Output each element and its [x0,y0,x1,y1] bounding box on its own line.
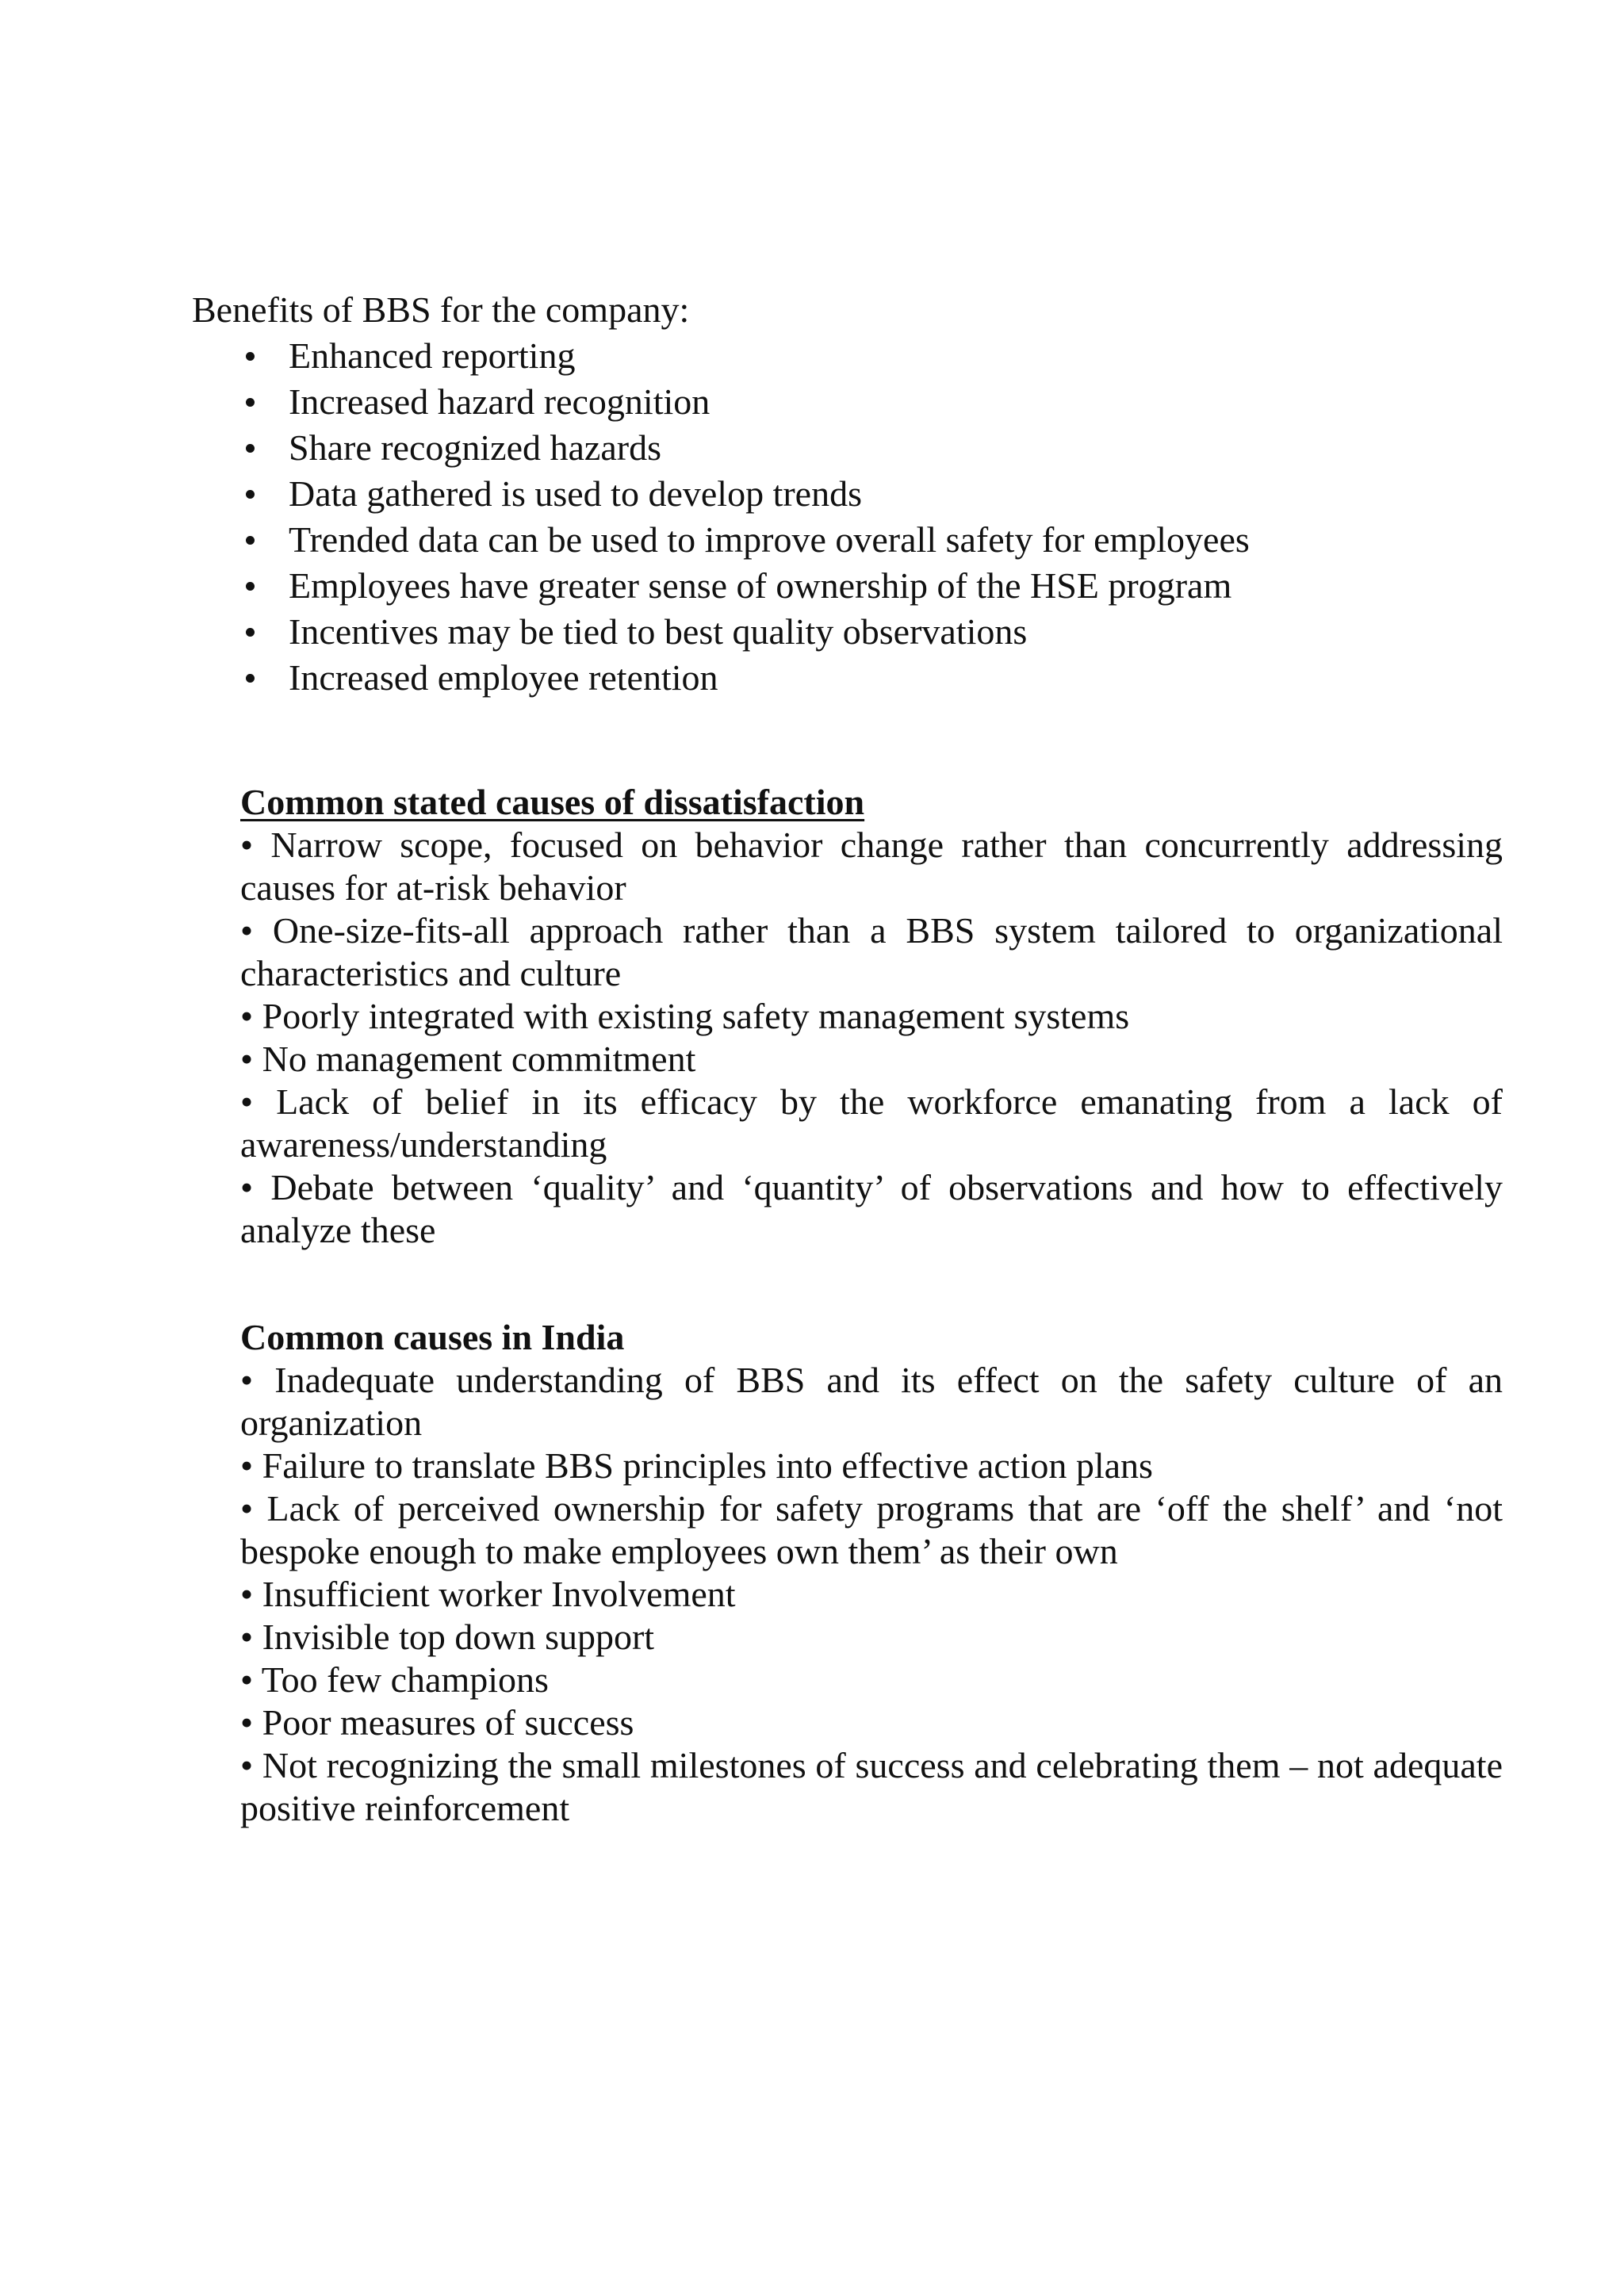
list-item: Employees have greater sense of ownership of the HSE program [192,563,1500,609]
india-section [240,1316,1503,1830]
paragraph: • Lack of perceived ownership for safety programs that are ‘off the shelf’ and ‘not bespoke enough to make employees own them’ as their own [240,1488,1503,1571]
paragraph: • One-size-fits-all approach rather than a BBS system tailored to organizational characteristics and culture [240,910,1503,993]
paragraph: • Insufficient worker Involvement [240,1574,736,1614]
bullet-icon [246,674,255,683]
bullet-icon [246,398,255,407]
benefits-list [192,333,1500,701]
list-item: Incentives may be tied to best quality observations [192,609,1500,655]
paragraph: • Debate between ‘quality’ and ‘quantity’ of observations and how to effectively analyze these [240,1167,1503,1250]
paragraph: • Narrow scope, focused on behavior change rather than concurrently addressing causes for at-risk behavior [240,825,1503,908]
dissatisfaction-section [240,781,1503,1252]
list-item: Increased hazard recognition [192,379,1500,425]
section-heading: Common stated causes of dissatisfaction [240,782,865,822]
bullet-icon [246,536,255,545]
bullet-icon [246,490,255,499]
paragraph: • Failure to translate BBS principles into effective action plans [240,1445,1153,1486]
list-item: Data gathered is used to develop trends [192,471,1500,517]
list-item: Enhanced reporting [192,333,1500,379]
benefits-section [192,287,1500,701]
benefits-title: Benefits of BBS for the company: [192,289,690,330]
paragraph: • Poorly integrated with existing safety management systems [240,996,1130,1036]
bullet-icon [246,582,255,591]
paragraph: • Not recognizing the small milestones of success and celebrating them – not adequate positive reinforcement [240,1745,1503,1828]
paragraph: • Too few champions [240,1659,549,1700]
bullet-icon [246,444,255,453]
paragraph: • Poor measures of success [240,1702,634,1743]
list-item: Increased employee retention [192,655,1500,701]
paragraph: • Inadequate understanding of BBS and its effect on the safety culture of an organization [240,1360,1503,1443]
paragraph: • No management commitment [240,1039,696,1079]
paragraph: • Invisible top down support [240,1617,655,1657]
bullet-icon [246,352,255,361]
list-item: Trended data can be used to improve overall safety for employees [192,517,1500,563]
list-item: Share recognized hazards [192,425,1500,471]
bullet-icon [246,628,255,637]
section-heading: Common causes in India [240,1317,625,1357]
paragraph: • Lack of belief in its efficacy by the workforce emanating from a lack of awareness/understanding [240,1081,1503,1165]
